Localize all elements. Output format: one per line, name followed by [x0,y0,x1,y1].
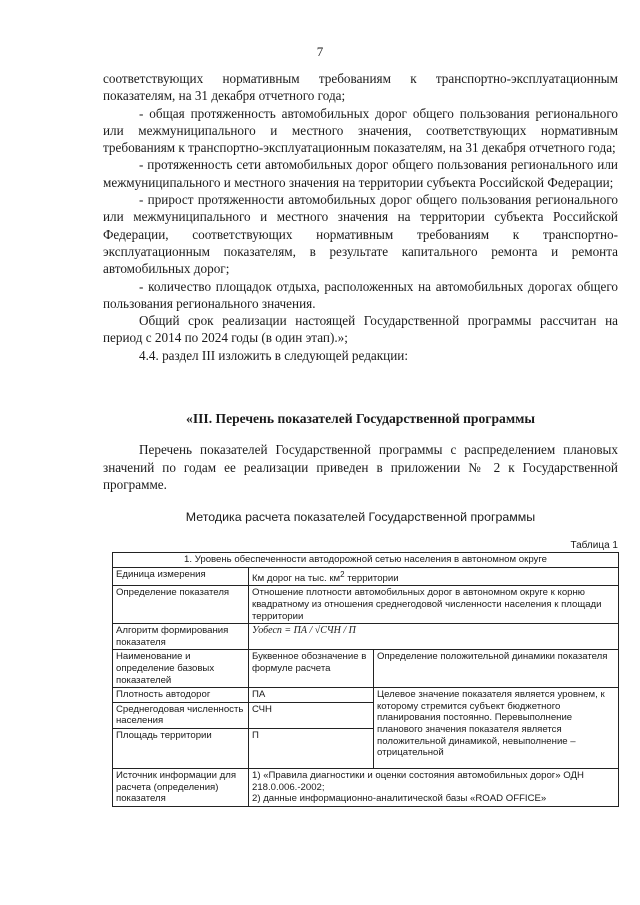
algorithm-formula: Уобесп = ПА / √СЧН / П [249,624,619,650]
positive-dynamics-label: Определение положительной динамики показателя [374,650,619,688]
source-item: 2) данные информационно-аналитической базы «ROAD OFFICE» [252,793,547,805]
paragraph-program-period: Общий срок реализации настоящей Государственной программы рассчитан на период с 2014 по 2024 годы (в один этап).»; [103,313,618,346]
source-item: 1) «Правила диагностики и оценки состояния автомобильных дорог» ОДН 218.0.006.-2002; [252,769,584,793]
body-text [103,70,618,364]
paragraph-section-instruction: 4.4. раздел III изложить в следующей редакции: [139,347,408,363]
base-names-label: Наименование и определение базовых показателей [113,650,249,688]
source-label: Источник информации для расчета (определения) показателя [113,768,249,806]
base-name-cell: Площадь территории [113,728,249,768]
definition-value: Отношение плотности автомобильных дорог в автономном округе к корню квадратному из отношения среднегодовой численности населения к площади территории [249,586,619,624]
dynamics-text: Целевое значение показателя является уровнем, к которому стремится субъект бюджетного планирования постоянно. Перевыполнение планового значения показателя является положительной динамикой, невыполнение – отрицательной [374,688,619,769]
base-letter-cell: СЧН [249,702,374,728]
table-row [113,567,619,586]
method-title: Методика расчета показателей Государственной программы [185,510,536,524]
paragraph-total-length: - общая протяженность автомобильных дорог общего пользования регионального или межмуниципального и местного значения, соответствующих нормативным требованиям к транспортно-эксплуатационным показателям, на 31 декабря отчетного года; [103,105,618,156]
table-row [113,688,619,703]
definition-label: Определение показателя [113,586,249,624]
unit-value: Км дорог на тыс. $км^2$ территории [249,567,619,586]
base-letter-cell: П [249,728,374,768]
table-row [113,624,619,650]
algorithm-label: Алгоритм формирования показателя [113,624,249,650]
paragraph-network-length: - протяженность сети автомобильных дорог общего пользования регионального или межмуниципального и местного значения на территории субъекта Российской Федерации; [103,157,618,190]
paragraph-continuation: соответствующих нормативным требованиям к транспортно-эксплуатационным показателям, на 31 декабря отчетного года; [103,71,618,104]
letter-label: Буквенное обозначение в формуле расчета [249,650,374,688]
base-letter-cell: ПА [249,688,374,703]
table-row [113,650,619,688]
base-name-cell: Плотность автодорог [113,688,249,703]
intro-paragraph: Перечень показателей Государственной программы с распределением плановых значений по годам ее реализации приведен в приложении № 2 к Государственной программе. [103,442,618,492]
table-row [113,768,619,806]
table-row [113,553,619,568]
unit-label: Единица измерения [113,567,249,586]
indicator-table [112,552,619,807]
table-label: Таблица 1 [570,540,618,551]
section-heading: «III. Перечень показателей Государственной программы [186,411,535,426]
table-title: 1. Уровень обеспеченности автодорожной сетью населения в автономном округе [113,553,619,568]
paragraph-length-growth: - прирост протяженности автомобильных дорог общего пользования регионального или межмуниципального и местного значения на территории субъекта Российской Федерации, соответствующих нормативным требованиям к транспортно-эксплуатационным показателям, в результате капитального ремонта и ремонта автомобильных дорог; [103,192,618,277]
source-list [249,768,619,806]
base-name-cell: Среднегодовая численность населения [113,702,249,728]
paragraph-rest-areas: - количество площадок отдыха, расположенных на автомобильных дорогах общего пользования регионального значения. [103,278,618,311]
table-row [113,586,619,624]
page-number: 7 [316,44,324,59]
